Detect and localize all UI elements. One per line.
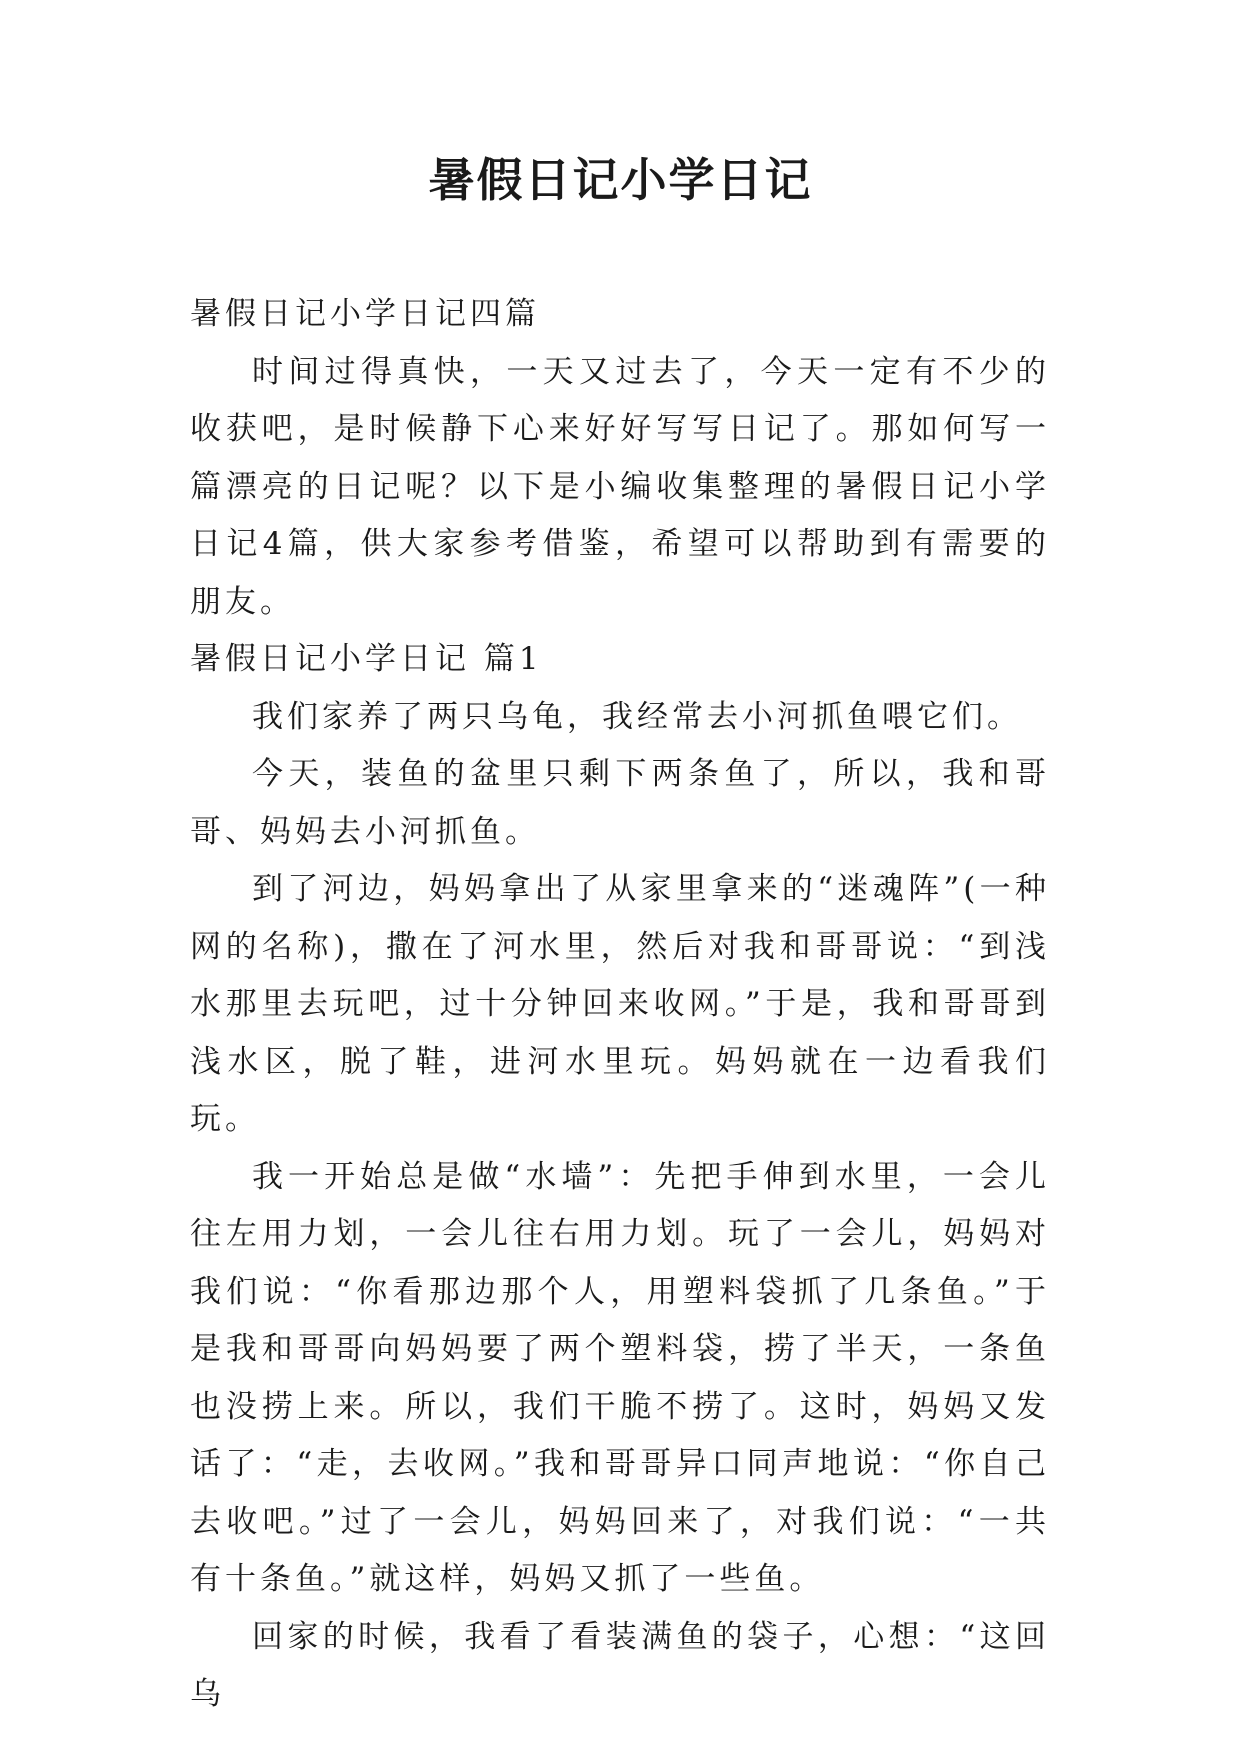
paragraph: 今天，装鱼的盆里只剩下两条鱼了，所以，我和哥哥、妈妈去小河抓鱼。 <box>190 756 1050 850</box>
paragraph: 我一开始总是做“水墙”：先把手伸到水里，一会儿往左用力划，一会儿往右用力划。玩了一会儿，妈妈对我们说：“你看那边那个人，用塑料袋抓了几条鱼。”于是我和哥哥向妈妈要了两个塑料袋，捞了半天，一条鱼也没捞上来。所以，我们干脆不捞了。这时，妈妈又发话了：“走，去收网。”我和哥哥异口同声地说：“你自己去收吧。”过了一会儿，妈妈回来了，对我们说：“一共有十条鱼。”就这样，妈妈又抓了一些鱼。 <box>190 1158 1050 1597</box>
paragraph: 时间过得真快，一天又过去了，今天一定有不少的收获吧，是时候静下心来好好写写日记了。那如何写一篇漂亮的日记呢？以下是小编收集整理的暑假日记小学日记4篇，供大家参考借鉴，希望可以帮助到有需要的朋友。 <box>190 353 1050 620</box>
paragraph: 到了河边，妈妈拿出了从家里拿来的“迷魂阵”(一种网的名称)，撒在了河水里，然后对我和哥哥说：“到浅水那里去玩吧，过十分钟回来收网。”于是，我和哥哥到浅水区，脱了鞋，进河水里玩。妈妈就在一边看我们玩。 <box>190 871 1050 1137</box>
section-heading: 暑假日记小学日记四篇 <box>190 296 540 332</box>
document-body <box>190 286 1050 1724</box>
document-title: 暑假日记小学日记 <box>428 153 813 207</box>
section-heading: 暑假日记小学日记 篇1 <box>190 641 543 677</box>
paragraph: 回家的时候，我看了看装满鱼的袋子，心想：“这回乌 <box>190 1618 1050 1712</box>
paragraph: 我们家养了两只乌龟，我经常去小河抓鱼喂它们。 <box>252 698 1022 735</box>
